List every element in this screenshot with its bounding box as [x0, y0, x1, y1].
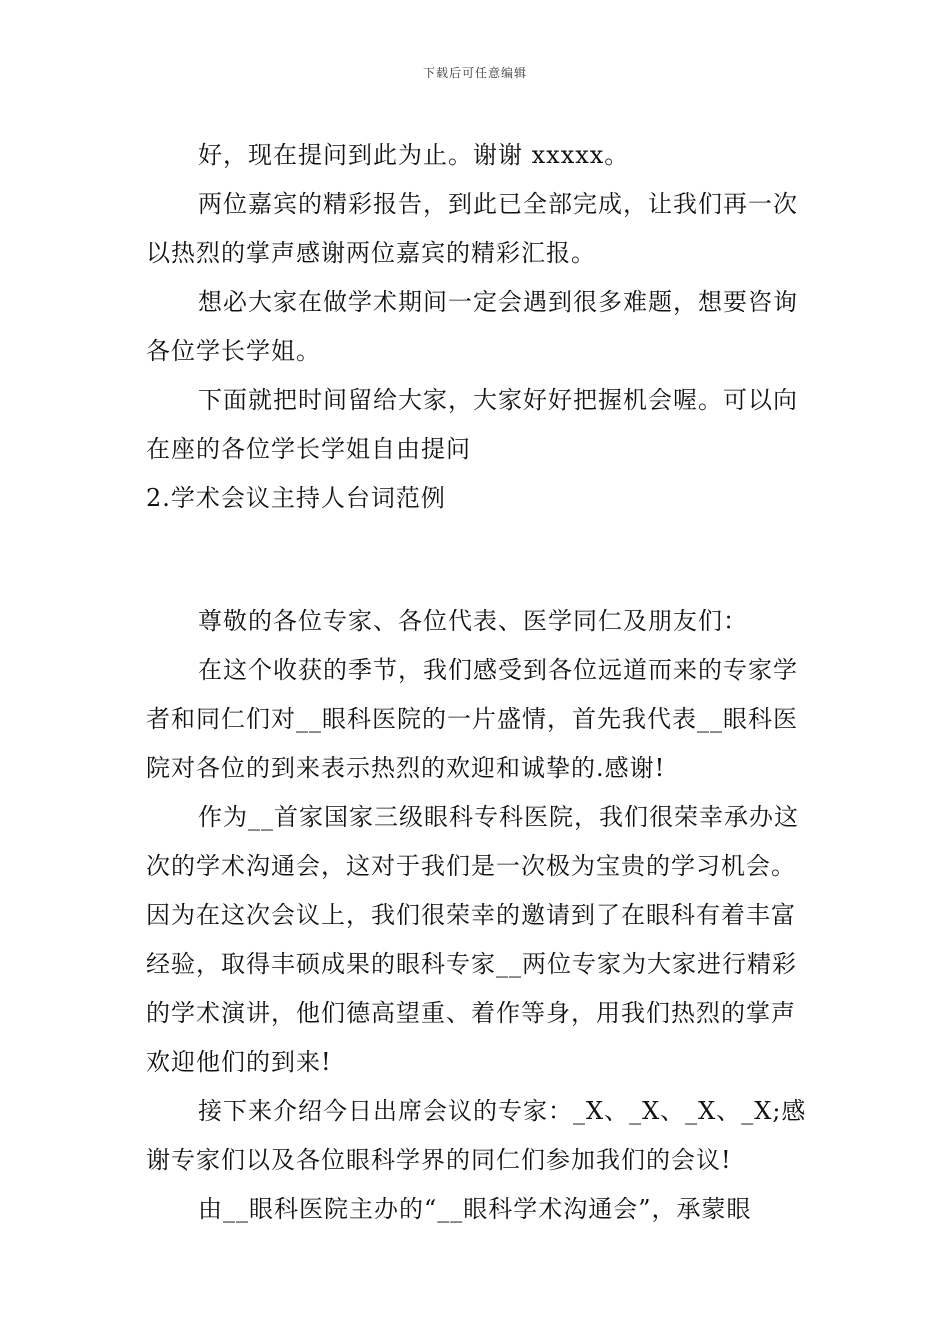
- paragraph-open-floor: 下面就把时间留给大家，大家好好把握机会喔。可以向在座的各位学长学姐自由提问: [146, 386, 798, 463]
- paragraph-academic-difficulties: 想必大家在做学术期间一定会遇到很多难题，想要咨询各位学长学姐。: [146, 288, 798, 365]
- section-heading: 2.学术会议主持人台词范例: [146, 484, 446, 512]
- paragraph-thanks-guests: 两位嘉宾的精彩报告，到此已全部完成，让我们再一次以热烈的掌声感谢两位嘉宾的精彩汇报。: [146, 190, 798, 267]
- paragraph-salutation: 尊敬的各位专家、各位代表、医学同仁及朋友们：: [198, 607, 748, 635]
- page-header-note: 下载后可任意编辑: [422, 66, 527, 80]
- paragraph-welcome: 在这个收获的季节，我们感受到各位远道而来的专家学者和同仁们对__眼科医院的一片盛情，首先我代表__眼科医院对各位的到来表示热烈的欢迎和诚挚的.感谢!: [146, 656, 798, 782]
- paragraph-organizer: 由__眼科医院主办的“__眼科学术沟通会”，承蒙眼: [198, 1195, 752, 1223]
- paragraph-host-introduction: 作为__首家国家三级眼科专科医院，我们很荣幸承办这次的学术沟通会，这对于我们是一次极为宝贵的学习机会。因为在这次会议上，我们很荣幸的邀请到了在眼科有着丰富经验，取得丰硕成果的眼科专家__两位专家为大家进行精彩的学术演讲，他们德高望重、着作等身，用我们热烈的掌声欢迎他们的到来!: [146, 803, 799, 1076]
- paragraph-closing-questions: 好，现在提问到此为止。谢谢 xxxxx。: [198, 141, 630, 169]
- section-spacer: [146, 523, 808, 597]
- document-body: [146, 131, 808, 1234]
- paragraph-experts-introduction: 接下来介绍今日出席会议的专家：_X、_X、_X、_X;感谢专家们以及各位眼科学界的同仁们参加我们的会议!: [146, 1097, 807, 1174]
